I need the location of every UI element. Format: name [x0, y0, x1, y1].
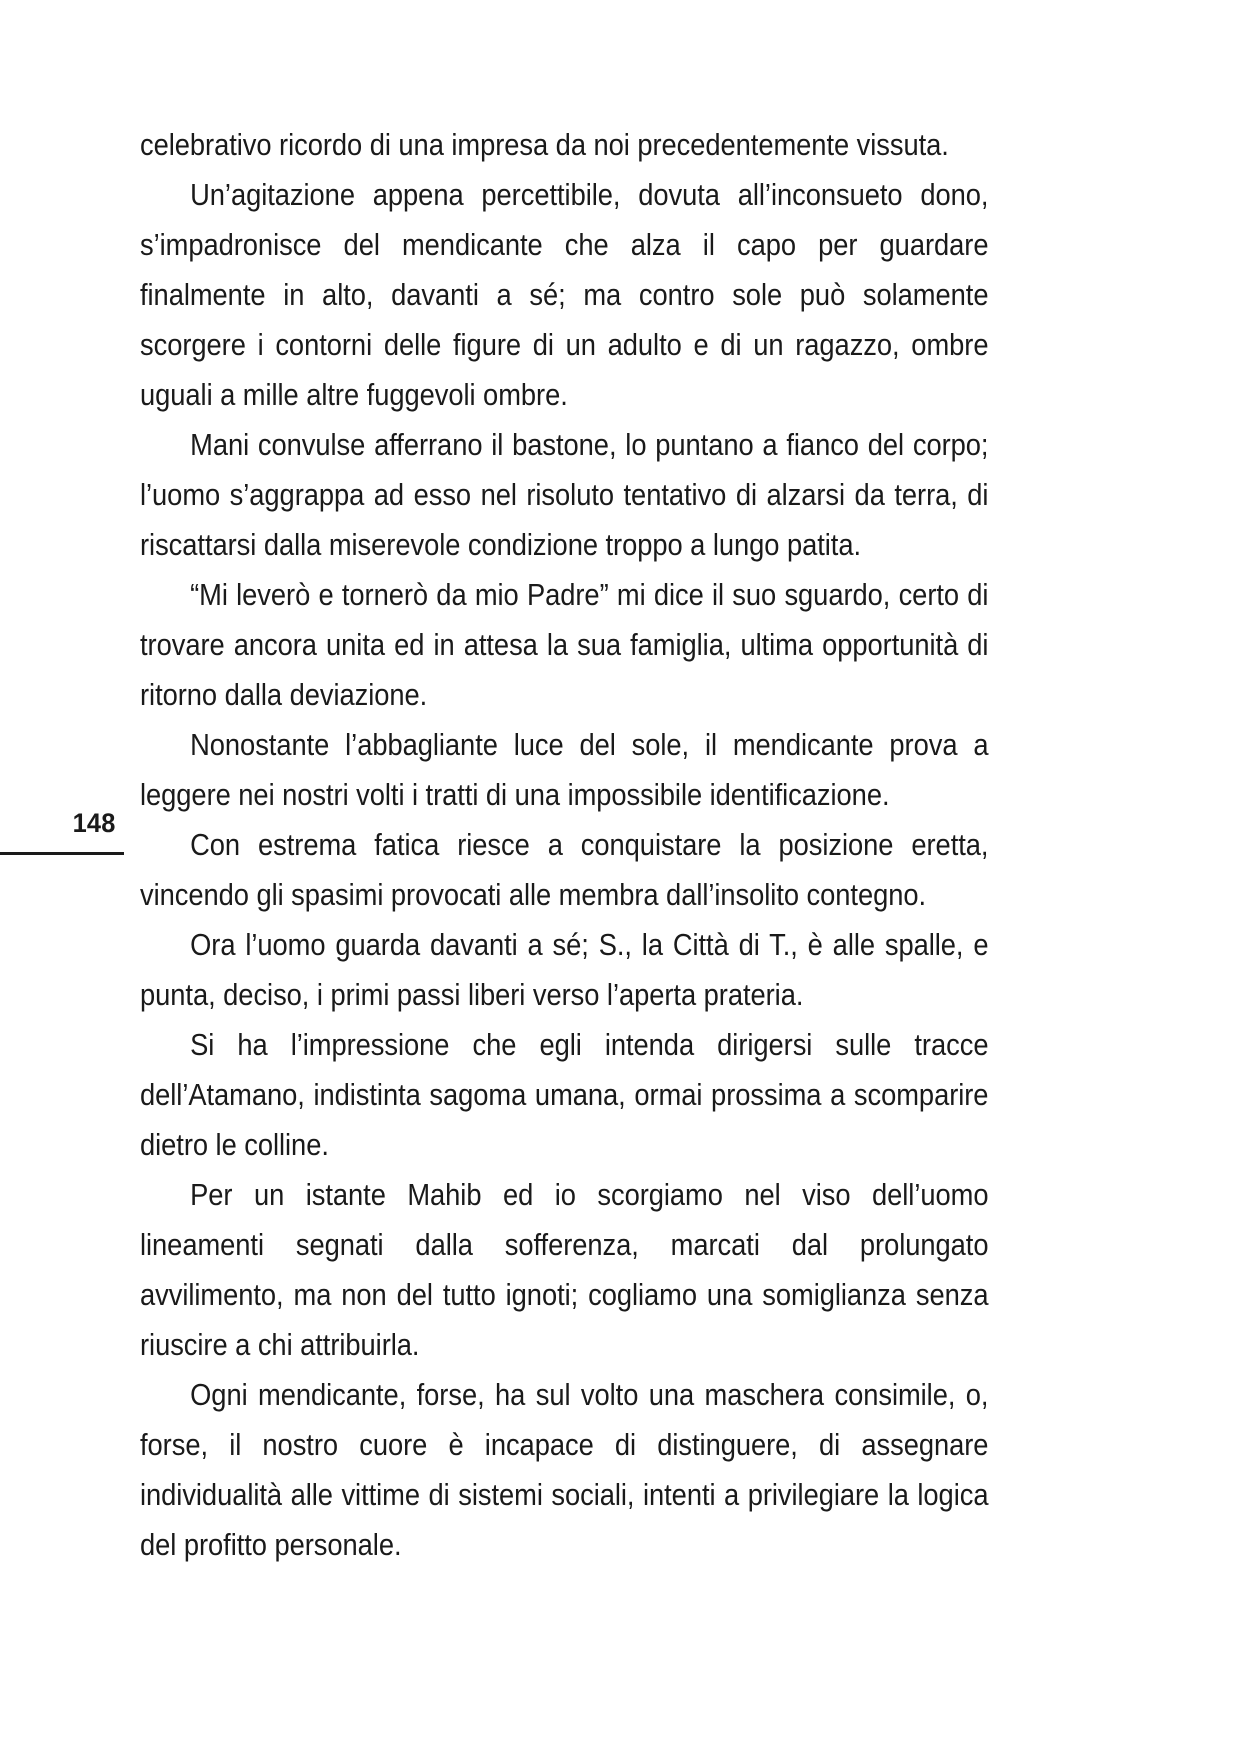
paragraph: celebrativo ricordo di una impresa da noi precedentemente vissuta. — [140, 128, 949, 162]
paragraph: Ogni mendicante, forse, ha sul volto una maschera consimile, o, forse, il nostro cuore è incapace di distinguere, di assegnare individualità alle vittime di sistemi sociali, intenti a privilegiare la logica del profitto personale. — [140, 1378, 989, 1562]
paragraph: “Mi leverò e tornerò da mio Padre” mi dice il suo sguardo, certo di trovare ancora unita ed in attesa la sua famiglia, ultima opportunità di ritorno dalla deviazione. — [140, 578, 989, 712]
body-text-column — [140, 120, 989, 1570]
paragraph: Ora l’uomo guarda davanti a sé; S., la Città di T., è alle spalle, e punta, deciso, i primi passi liberi verso l’aperta prateria. — [140, 928, 989, 1012]
paragraph: Si ha l’impressione che egli intenda dirigersi sulle tracce dell’Atamano, indistinta sagoma umana, ormai prossima a scomparire dietro le colline. — [140, 1028, 989, 1162]
paragraph: Con estrema fatica riesce a conquistare la posizione eretta, vincendo gli spasimi provocati alle membra dall’insolito contegno. — [140, 828, 989, 912]
paragraph: Nonostante l’abbagliante luce del sole, il mendicante prova a leggere nei nostri volti i tratti di una impossibile identificazione. — [140, 728, 989, 812]
paragraph: Per un istante Mahib ed io scorgiamo nel viso dell’uomo lineamenti segnati dalla sofferenza, marcati dal prolungato avvilimento, ma non del tutto ignoti; cogliamo una somiglianza senza riuscire a chi attribuirla. — [140, 1178, 989, 1362]
folio-rule — [0, 852, 124, 855]
folio-block — [0, 806, 124, 866]
page-number: 148 — [72, 808, 116, 838]
paragraph: Un’agitazione appena percettibile, dovuta all’inconsueto dono, s’impadronisce del mendicante che alza il capo per guardare finalmente in alto, davanti a sé; ma contro sole può solamente scorgere i contorni delle figure di un adulto e di un ragazzo, ombre uguali a mille altre fuggevoli ombre. — [140, 178, 989, 412]
paragraph: Mani convulse afferrano il bastone, lo puntano a fianco del corpo; l’uomo s’aggrappa ad esso nel risoluto tentativo di alzarsi da terra, di riscattarsi dalla miserevole condizione troppo a lungo patita. — [140, 428, 989, 562]
